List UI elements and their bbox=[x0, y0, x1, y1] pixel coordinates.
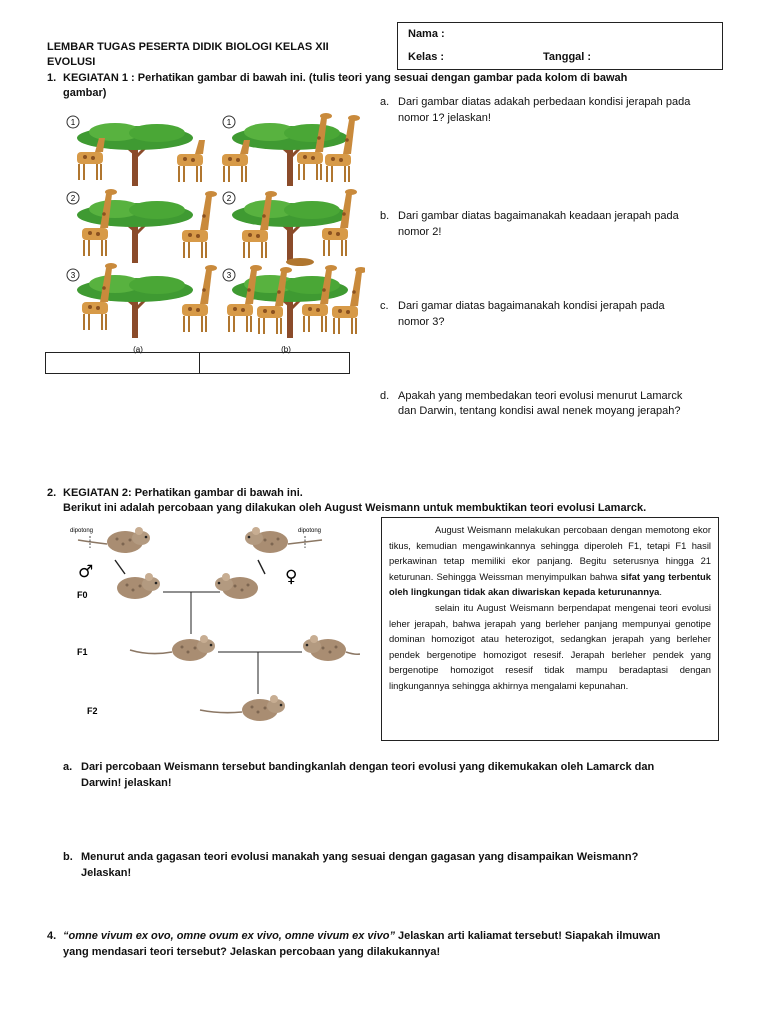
latin-quote: “omne vivum ex ovo, omne ovum ex vivo, omne vivum ex vivo” bbox=[63, 930, 395, 942]
activity2-number: 2. bbox=[47, 487, 57, 499]
activity1-heading-cont: gambar) bbox=[63, 87, 107, 99]
column-label-a: (a) bbox=[133, 345, 143, 354]
generation-f1: F1 bbox=[77, 647, 88, 657]
giraffe-figure bbox=[60, 102, 365, 354]
class-label: Kelas : bbox=[408, 51, 445, 63]
q1a-letter: a. bbox=[380, 96, 390, 108]
q2a-line1: Dari percobaan Weismann tersebut bandingkanlah dengan teori evolusi yang dikemukakan oleh Lamarck dan bbox=[81, 761, 655, 773]
q2a-letter: a. bbox=[63, 761, 73, 773]
column-label-b: (b) bbox=[281, 345, 291, 354]
mouse-experiment-figure bbox=[60, 522, 360, 732]
activity2-subheading: Berikut ini adalah percobaan yang dilakukan oleh August Weismann untuk membuktikan teori evolusi Lamarck. bbox=[63, 502, 647, 514]
q4-line1: “omne vivum ex ovo, omne ovum ex vivo, omne vivum ex vivo” Jelaskan arti kaliamat tersebut! Siapakah ilmuwan bbox=[63, 930, 661, 942]
q1b-line1: Dari gambar diatas bagaimanakah keadaan jerapah pada bbox=[398, 210, 679, 222]
male-symbol: ♂ bbox=[78, 562, 94, 582]
row-label-1b: 1 bbox=[226, 118, 232, 127]
q1c-line1: Dari gamar diatas bagaimanakah kondisi jerapah pada bbox=[398, 300, 665, 312]
generation-f0: F0 bbox=[77, 590, 88, 600]
q1b-letter: b. bbox=[380, 210, 390, 222]
cut-label-right: dipotong bbox=[298, 528, 322, 534]
q1c-line2: nomor 3? bbox=[398, 316, 445, 328]
worksheet-title: LEMBAR TUGAS PESERTA DIDIK BIOLOGI KELAS XII bbox=[47, 41, 329, 53]
answer-box-a[interactable] bbox=[45, 352, 200, 374]
q1d-letter: d. bbox=[380, 390, 390, 402]
q2a-line2: Darwin! jelaskan! bbox=[81, 777, 172, 789]
name-label: Nama : bbox=[408, 28, 445, 40]
identity-box bbox=[397, 22, 723, 70]
q2b-line1: Menurut anda gagasan teori evolusi manakah yang sesuai dengan gagasan yang disampaikan Weismann? bbox=[81, 851, 639, 863]
row-label-3: 3 bbox=[70, 271, 76, 280]
q1d-line2: dan Darwin, tentang kondisi awal nenek moyang jerapah? bbox=[398, 405, 681, 417]
q4-number: 4. bbox=[47, 930, 57, 942]
q2b-letter: b. bbox=[63, 851, 73, 863]
date-label: Tanggal : bbox=[543, 51, 592, 63]
worksheet-topic: EVOLUSI bbox=[47, 56, 96, 68]
row-label-2b: 2 bbox=[226, 194, 232, 203]
female-symbol: ♀ bbox=[285, 567, 298, 587]
q2b-line2: Jelaskan! bbox=[81, 867, 132, 879]
activity2-heading: KEGIATAN 2: Perhatikan gambar di bawah ini. bbox=[63, 487, 303, 499]
activity1-heading: KEGIATAN 1 : Perhatikan gambar di bawah ini. (tulis teori yang sesuai dengan gambar pada kolom di bawah bbox=[63, 72, 628, 84]
q1a-line2: nomor 1? jelaskan! bbox=[398, 112, 491, 124]
activity1-number: 1. bbox=[47, 72, 57, 84]
q1b-line2: nomor 2! bbox=[398, 226, 442, 238]
weismann-textbox bbox=[381, 517, 719, 741]
answer-box-b[interactable] bbox=[199, 352, 350, 374]
row-label-2: 2 bbox=[70, 194, 76, 203]
row-label-3b: 3 bbox=[226, 271, 232, 280]
weismann-conclusion: sifat yang terbentuk oleh lingkungan tidak akan diwariskan kepada keturunannya bbox=[389, 570, 711, 598]
q4-line2: yang mendasari teori tersebut? Jelaskan percobaan yang dilakukannya! bbox=[63, 946, 441, 958]
weismann-paragraph-2: selain itu August Weismann berpendapat mengenai teori evolusi leher jerapah, bahwa jerapah yang berleher panjang mempunyai genotipe dominan homozigot atau heterozigot, sedangkan jerapah yang berleher pendek bergenotipe homozigot resesif. Jerapah berleher pendek yang bergenotipe homozigot resesif tidak mampu beradaptasi dengan lingkungannya sehingga akhirnya mengalami kepunahan. bbox=[389, 601, 711, 691]
q1d-line1: Apakah yang membedakan teori evolusi menurut Lamarck bbox=[398, 390, 683, 402]
cut-label-left: dipotong bbox=[70, 528, 94, 534]
q1c-letter: c. bbox=[380, 300, 389, 312]
generation-f2: F2 bbox=[87, 706, 98, 716]
weismann-paragraph-1: August Weismann melakukan percobaan dengan memotong ekor tikus, kemudian mengawinkannya sehingga diperoleh F1, tetapi F1 hasil perkawinan tetap memiliki ekor panjang. Begitu seterusnya hingga 21 keturunan. Sehingga Weissman menyimpulkan bahwa sifat yang terbentuk oleh lingkungan tidak akan diwariskan kepada keturunannya. bbox=[389, 524, 711, 598]
q1a-line1: Dari gambar diatas adakah perbedaan kondisi jerapah pada bbox=[398, 96, 691, 108]
row-label-1: 1 bbox=[70, 118, 76, 127]
